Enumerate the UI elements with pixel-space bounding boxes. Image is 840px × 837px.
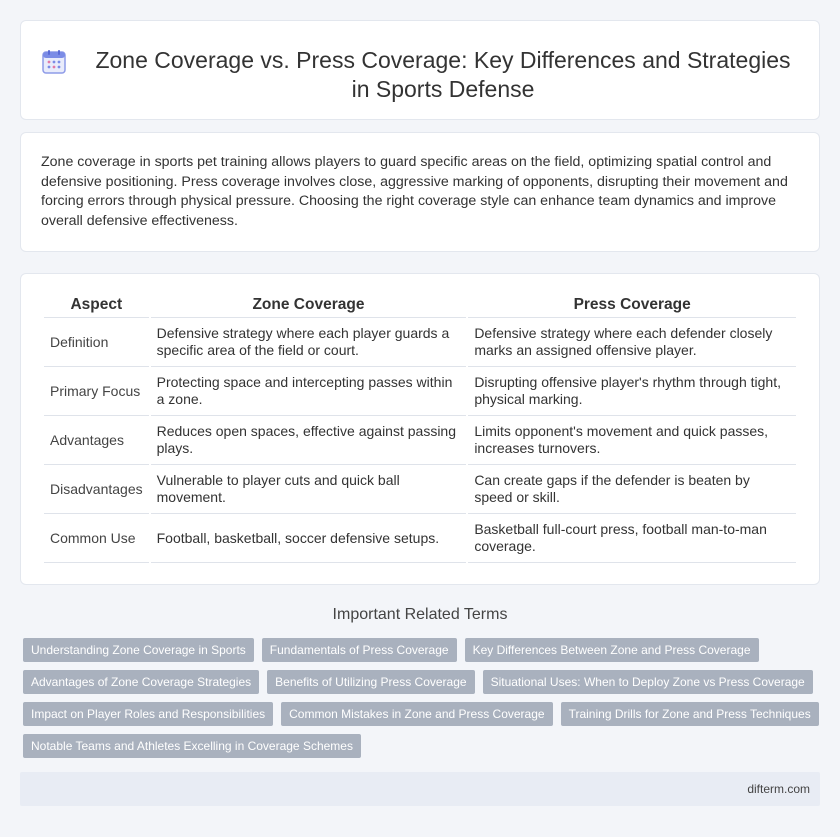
related-terms-title: Important Related Terms [332,606,508,623]
related-term-tag[interactable]: Common Mistakes in Zone and Press Coverage [281,702,552,726]
comparison-table [42,292,798,563]
row-aspect: Advantages [44,416,149,465]
table-row [44,465,796,514]
related-term-tag[interactable]: Training Drills for Zone and Press Techniques [561,702,819,726]
row-zone: Defensive strategy where each player guards a specific area of the field or court. [151,318,467,367]
row-zone: Protecting space and intercepting passes within a zone. [151,367,467,416]
row-press: Basketball full-court press, football man-to-man coverage. [468,514,796,563]
footer-site-link[interactable]: difterm.com [747,782,810,796]
related-term-tag[interactable]: Fundamentals of Press Coverage [262,638,457,662]
table-header-row [44,292,796,318]
related-term-tag[interactable]: Understanding Zone Coverage in Sports [23,638,254,662]
table-row [44,367,796,416]
related-term-tag[interactable]: Impact on Player Roles and Responsibilities [23,702,273,726]
header-card [20,20,820,120]
calendar-icon [41,49,67,75]
header-aspect: Aspect [44,292,149,318]
row-zone: Football, basketball, soccer defensive setups. [151,514,467,563]
comparison-table-card [20,273,820,585]
table-row [44,318,796,367]
footer [20,772,820,806]
row-aspect: Disadvantages [44,465,149,514]
intro-card [20,132,820,252]
row-press: Can create gaps if the defender is beaten by speed or skill. [468,465,796,514]
intro-paragraph: Zone coverage in sports pet training allows players to guard specific areas on the field, optimizing spatial control and defensive positioning. Press coverage involves close, aggressive marking of opponents, disrupting their movement and forcing errors through physical pressure. Choosing the right coverage style can enhance team dynamics and improve overall defensive effectiveness. [41,154,788,229]
row-press: Disrupting offensive player's rhythm through tight, physical marking. [468,367,796,416]
table-row [44,514,796,563]
table-row [44,416,796,465]
related-term-tag[interactable]: Key Differences Between Zone and Press Coverage [465,638,759,662]
related-term-tag[interactable]: Situational Uses: When to Deploy Zone vs Press Coverage [483,670,813,694]
row-press: Limits opponent's movement and quick passes, increases turnovers. [468,416,796,465]
row-press: Defensive strategy where each defender closely marks an assigned offensive player. [468,318,796,367]
related-term-tag[interactable]: Benefits of Utilizing Press Coverage [267,670,474,694]
header-zone-coverage: Zone Coverage [151,292,467,318]
related-term-tag[interactable]: Advantages of Zone Coverage Strategies [23,670,259,694]
page-title: Zone Coverage vs. Press Coverage: Key Differences and Strategies in Sports Defense [95,47,791,102]
related-term-tag[interactable]: Notable Teams and Athletes Excelling in Coverage Schemes [23,734,361,758]
row-zone: Vulnerable to player cuts and quick ball movement. [151,465,467,514]
row-aspect: Common Use [44,514,149,563]
row-zone: Reduces open spaces, effective against passing plays. [151,416,467,465]
row-aspect: Definition [44,318,149,367]
header-press-coverage: Press Coverage [468,292,796,318]
row-aspect: Primary Focus [44,367,149,416]
related-terms-list [23,638,823,758]
